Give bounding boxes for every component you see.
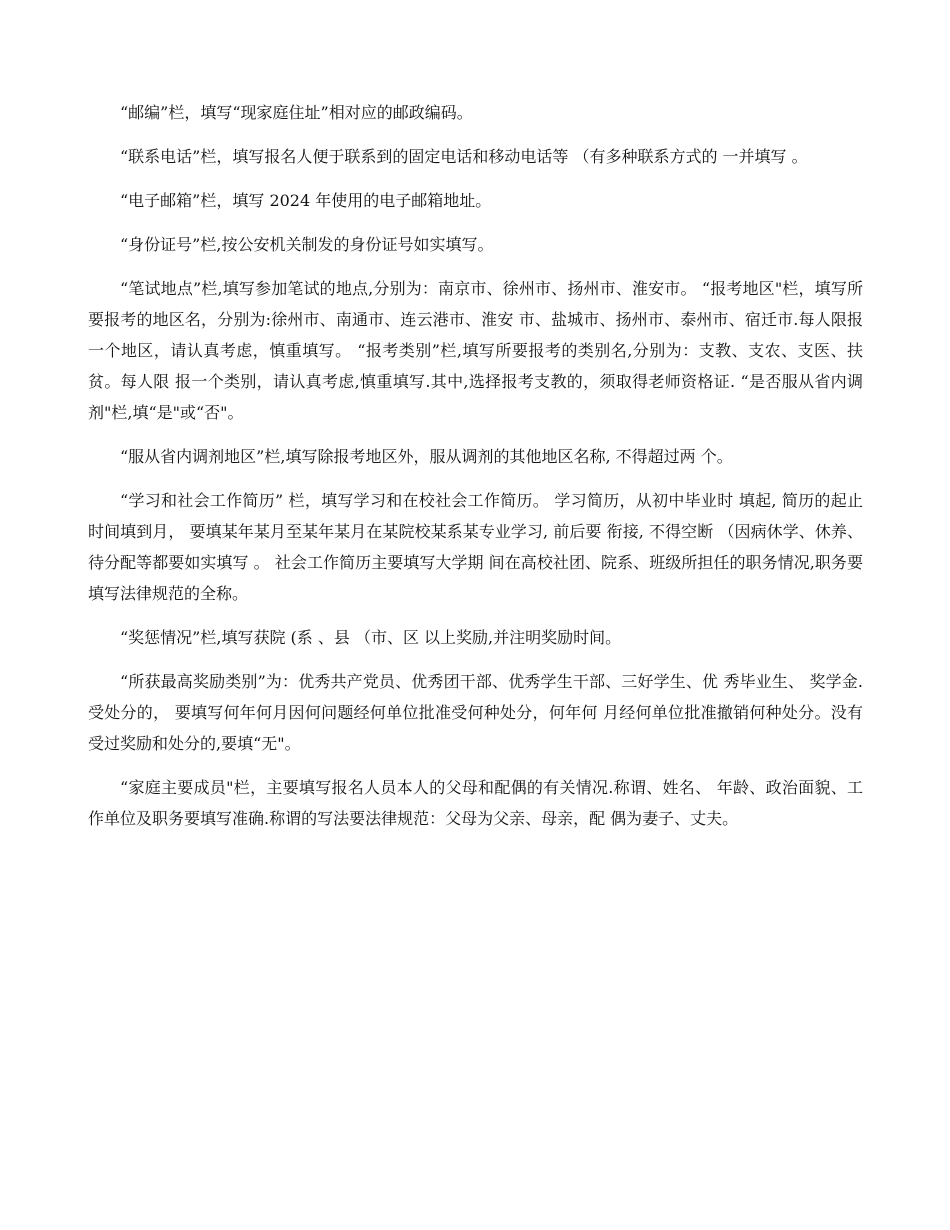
paragraph-id-number: “身份证号”栏,按公安机关制发的身份证号如实填写。 xyxy=(120,235,494,254)
paragraph-family-members: “家庭主要成员"栏，主要填写报名人员本人的父母和配偶的有关情况.称谓、姓名、 年龄、政治面貌、工作单位及职务要填写准确.称谓的写法要法律规范：父母为父亲、母亲，配 偶为妻子、丈夫。 xyxy=(88,778,863,828)
paragraph-phone: “联系电话”栏，填写报名人便于联系到的固定电话和移动电话等 （有多种联系方式的 一并填写 。 xyxy=(120,147,808,166)
paragraph-postcode: “邮编”栏，填写“现家庭住址”相对应的邮政编码。 xyxy=(120,103,473,122)
paragraph-rewards-punishments: “奖惩情况”栏,填写获院 (系 、县 （市、区 以上奖励,并注明奖励时间。 xyxy=(120,628,622,647)
paragraph-email: “电子邮箱”栏，填写 2024 年使用的电子邮箱地址。 xyxy=(120,191,492,210)
paragraph-adjustment-region: “服从省内调剂地区”栏,填写除报考地区外，服从调剂的其他地区名称, 不得超过两 个。 xyxy=(120,447,733,466)
paragraph-resume: “学习和社会工作简历” 栏，填写学习和在校社会工作简历。 学习简历，从初中毕业时 填起, 简历的起止时间填到月， 要填某年某月至某年某月在某院校某系某专业学习, 前后要 衔接, 不得空断 （因病休学、休养、待分配等都要如实填写 。 社会工作简历主要填写大学期 间在高校社团、院系、班级所担任的职务情况,职务要填写法律规范的全称。 xyxy=(88,491,863,603)
document-page xyxy=(88,97,863,847)
paragraph-highest-award: “所获最高奖励类别”为：优秀共产党员、优秀团干部、优秀学生干部、三好学生、优 秀毕业生、 奖学金. 受处分的， 要填写何年何月因何问题经何单位批准受何种处分，何年何 月经何单位批准撤销何种处分。没有受过奖励和处分的,要填“无"。 xyxy=(88,672,863,753)
paragraph-exam-location: “笔试地点”栏,填写参加笔试的地点,分别为：南京市、徐州市、扬州市、淮安市。 “报考地区"栏，填写所要报考的地区名，分别为:徐州市、南通市、连云港市、淮安 市、盐城市、扬州市、泰州市、宿迁市.每人限报一个地区，请认真考虑，慎重填写。 “报考类别”栏,填写所要报考的类别名,分别为：支教、支农、支医、扶贫。每人限 报一个类别，请认真考虑,慎重填写.其中,选择报考支教的，须取得老师资格证. “是否服从省内调剂"栏,填“是"或“否"。 xyxy=(88,279,863,422)
